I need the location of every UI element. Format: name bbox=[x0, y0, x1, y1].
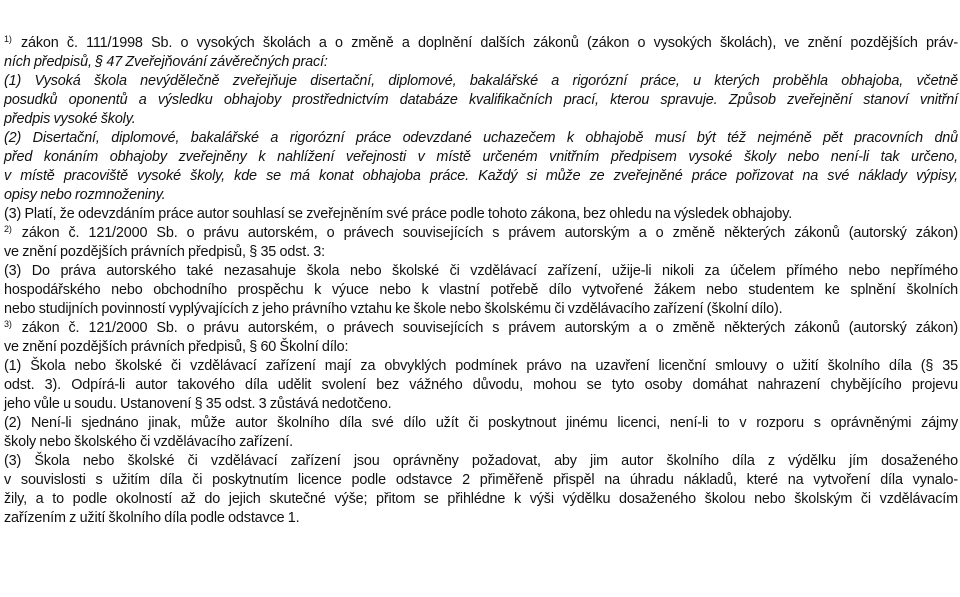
footnote-3-line-4: odst. 3). Odpírá-li autor takového díla udělit svolení bez vážného důvodu, mohou se tyto osoby domáhat nahrazení chybějícího projevu bbox=[4, 377, 958, 393]
footnote-3-line-1: $^{3)}$ zákon č. 121/2000 Sb. o právu autorském, o právech souvisejících s právem autorským a o změně některých zákonů (autorský zákon) bbox=[4, 319, 958, 336]
footnote-1-line-3: (1) Vysoká škola nevýdělečně zveřejňuje disertační, diplomové, bakalářské a rigorózní práce, u kterých proběhla obhajoba, včetně bbox=[4, 73, 958, 89]
footnote-1-line-7: před konáním obhajoby zveřejněny k nahlížení veřejnosti v místě určeném vnitřním předpisem vysoké školy nebo není-li tak určeno, bbox=[4, 149, 958, 165]
footnote-2-line-5: nebo studijních povinností vyplývajících z jeho právního vztahu ke škole nebo školskému či vzdělávacího zařízení (školní dílo). bbox=[4, 301, 783, 317]
footnote-1-marker: 1) bbox=[4, 34, 12, 44]
footnotes-page bbox=[4, 0, 958, 597]
footnote-1-line-4: posudků oponentů a výsledku obhajoby prostřednictvím databáze kvalifikačních prací, kterou spravuje. Způsob zveřejnění stanoví vnitřní bbox=[4, 92, 958, 108]
footnote-3-marker: 3) bbox=[4, 319, 12, 329]
footnote-1-line-6: (2) Disertační, diplomové, bakalářské a rigorózní práce odevzdané uchazečem k obhajobě musí být též nejméně pět pracovních dnů bbox=[4, 130, 958, 146]
footnote-2-line-2: ve znění pozdějších právních předpisů, § 35 odst. 3: bbox=[4, 244, 325, 260]
footnote-1-line-8: v místě pracoviště vysoké školy, kde se má konat obhajoba práce. Každý si může ze zveřejněné práce pořizovat na své náklady výpisy, bbox=[4, 168, 958, 184]
footnote-3-line-9: v souvislosti s užitím díla či poskytnutím licence podle odstavce 2 přiměřeně přispěl na úhradu nákladů, které na vytvoření díla vynalo- bbox=[4, 472, 958, 488]
footnote-2-line-1: $^{2)}$ zákon č. 121/2000 Sb. o právu autorském, o právech souvisejících s právem autorským a o změně některých zákonů (autorský zákon) bbox=[4, 224, 958, 241]
footnote-3-line-11: zařízením z užití školního díla podle odstavce 1. bbox=[4, 510, 300, 526]
footnote-1-line-2: ních předpisů, § 47 Zveřejňování závěrečných prací: bbox=[4, 54, 328, 70]
footnote-3-line-7: školy nebo školského či vzdělávacího zařízení. bbox=[4, 434, 293, 450]
footnote-3-line-10: žily, a to podle okolností až do jejich skutečné výše; přitom se přihlédne k výši výdělku dosaženého školou nebo školským či vzdělávacím bbox=[4, 491, 958, 507]
footnote-2-line-3: (3) Do práva autorského také nezasahuje škola nebo školské či vzdělávací zařízení, užije-li nikoli za účelem přímého nebo nepřímého bbox=[4, 263, 958, 279]
footnote-3-line-8: (3) Škola nebo školské či vzdělávací zařízení jsou oprávněny požadovat, aby jim autor školního díla z výdělku jím dosaženého bbox=[4, 453, 958, 469]
footnote-3-line-2: ve znění pozdějších právních předpisů, § 60 Školní dílo: bbox=[4, 339, 349, 355]
footnote-1-line-5: předpis vysoké školy. bbox=[4, 111, 136, 127]
footnote-1-line-10: (3) Platí, že odevzdáním práce autor souhlasí se zveřejněním své práce podle tohoto zákona, bez ohledu na výsledek obhajoby. bbox=[4, 206, 793, 222]
footnote-3-line-5: jeho vůle u soudu. Ustanovení § 35 odst. 3 zůstává nedotčeno. bbox=[4, 396, 392, 412]
footnote-2-marker: 2) bbox=[4, 224, 12, 234]
footnote-2-line-4: hospodářského nebo obchodního prospěchu k výuce nebo k vlastní potřebě dílo vytvořené žákem nebo studentem ke splnění školních bbox=[4, 282, 958, 298]
footnote-1-line-9: opisy nebo rozmnoženiny. bbox=[4, 187, 166, 203]
footnote-3-line-3: (1) Škola nebo školské či vzdělávací zařízení mají za obvyklých podmínek právo na uzavření licenční smlouvy o užití školního díla (§ 35 bbox=[4, 358, 958, 374]
footnote-1-line-1: $^{1)}$ zákon č. 111/1998 Sb. o vysokých školách a o změně a doplnění dalších zákonů (zákon o vysokých školách), ve znění pozdějších práv- bbox=[4, 34, 958, 51]
footnote-3-line-6: (2) Není-li sjednáno jinak, může autor školního díla své dílo užít či poskytnout jinému licenci, není-li to v rozporu s oprávněnými zájmy bbox=[4, 415, 958, 431]
